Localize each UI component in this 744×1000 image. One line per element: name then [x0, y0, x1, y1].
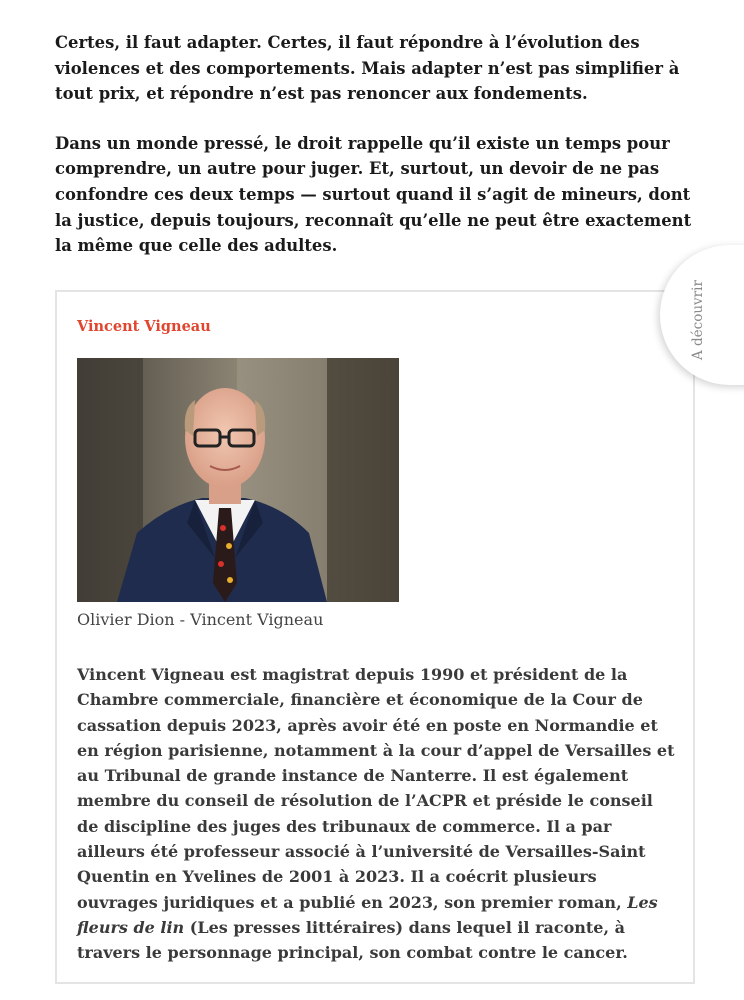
article-body — [55, 30, 705, 283]
photo-credit-caption: Olivier Dion - Vincent Vigneau — [77, 610, 324, 629]
discover-tab-label[interactable]: A découvrir — [690, 280, 706, 360]
bio-description — [77, 662, 677, 966]
bio-text-part-1: Vincent Vigneau est magistrat depuis 1990 et président de la Chambre commerciale, financière et économique de la Cour de cassation depuis 2023, après avoir été en poste en Normandie et en région parisienne, notamment à la cour d’appel de Versailles et au Tribunal de grande instance de Nanterre. Il est également membre du conseil de résolution de l’ACPR et préside le conseil de discipline des juges des tribunaux de commerce. Il a par ailleurs été professeur associé à l’université de Versailles-Saint Quentin en Yvelines de 2001 à 2023. Il a coécrit plusieurs ouvrages juridiques et a publié en 2023, son premier roman, — [77, 665, 675, 912]
book-title: Les fleurs de lin — [77, 892, 658, 937]
article-paragraph-2: Dans un monde pressé, le droit rappelle qu’il existe un temps pour comprendre, un autre pour juger. Et, surtout, un devoir de ne pas confondre ces deux temps — surtout quand il s’agit de mineurs, dont la justice, depuis toujours, reconnaît qu’elle ne peut être exactement la même que celle des adultes. — [55, 133, 692, 256]
article-paragraph-1: Certes, il faut adapter. Certes, il faut répondre à l’évolution des violences et des comportements. Mais adapter n’est pas simplifier à tout prix, et répondre n’est pas renoncer aux fondements. — [55, 33, 680, 104]
author-photo — [77, 358, 399, 602]
bio-author-name: Vincent Vigneau — [77, 318, 211, 335]
author-bio-box — [55, 290, 695, 984]
bio-text-part-2: (Les presses littéraires) dans lequel il raconte, à travers le personnage principal, son combat contre le cancer. — [77, 917, 628, 963]
